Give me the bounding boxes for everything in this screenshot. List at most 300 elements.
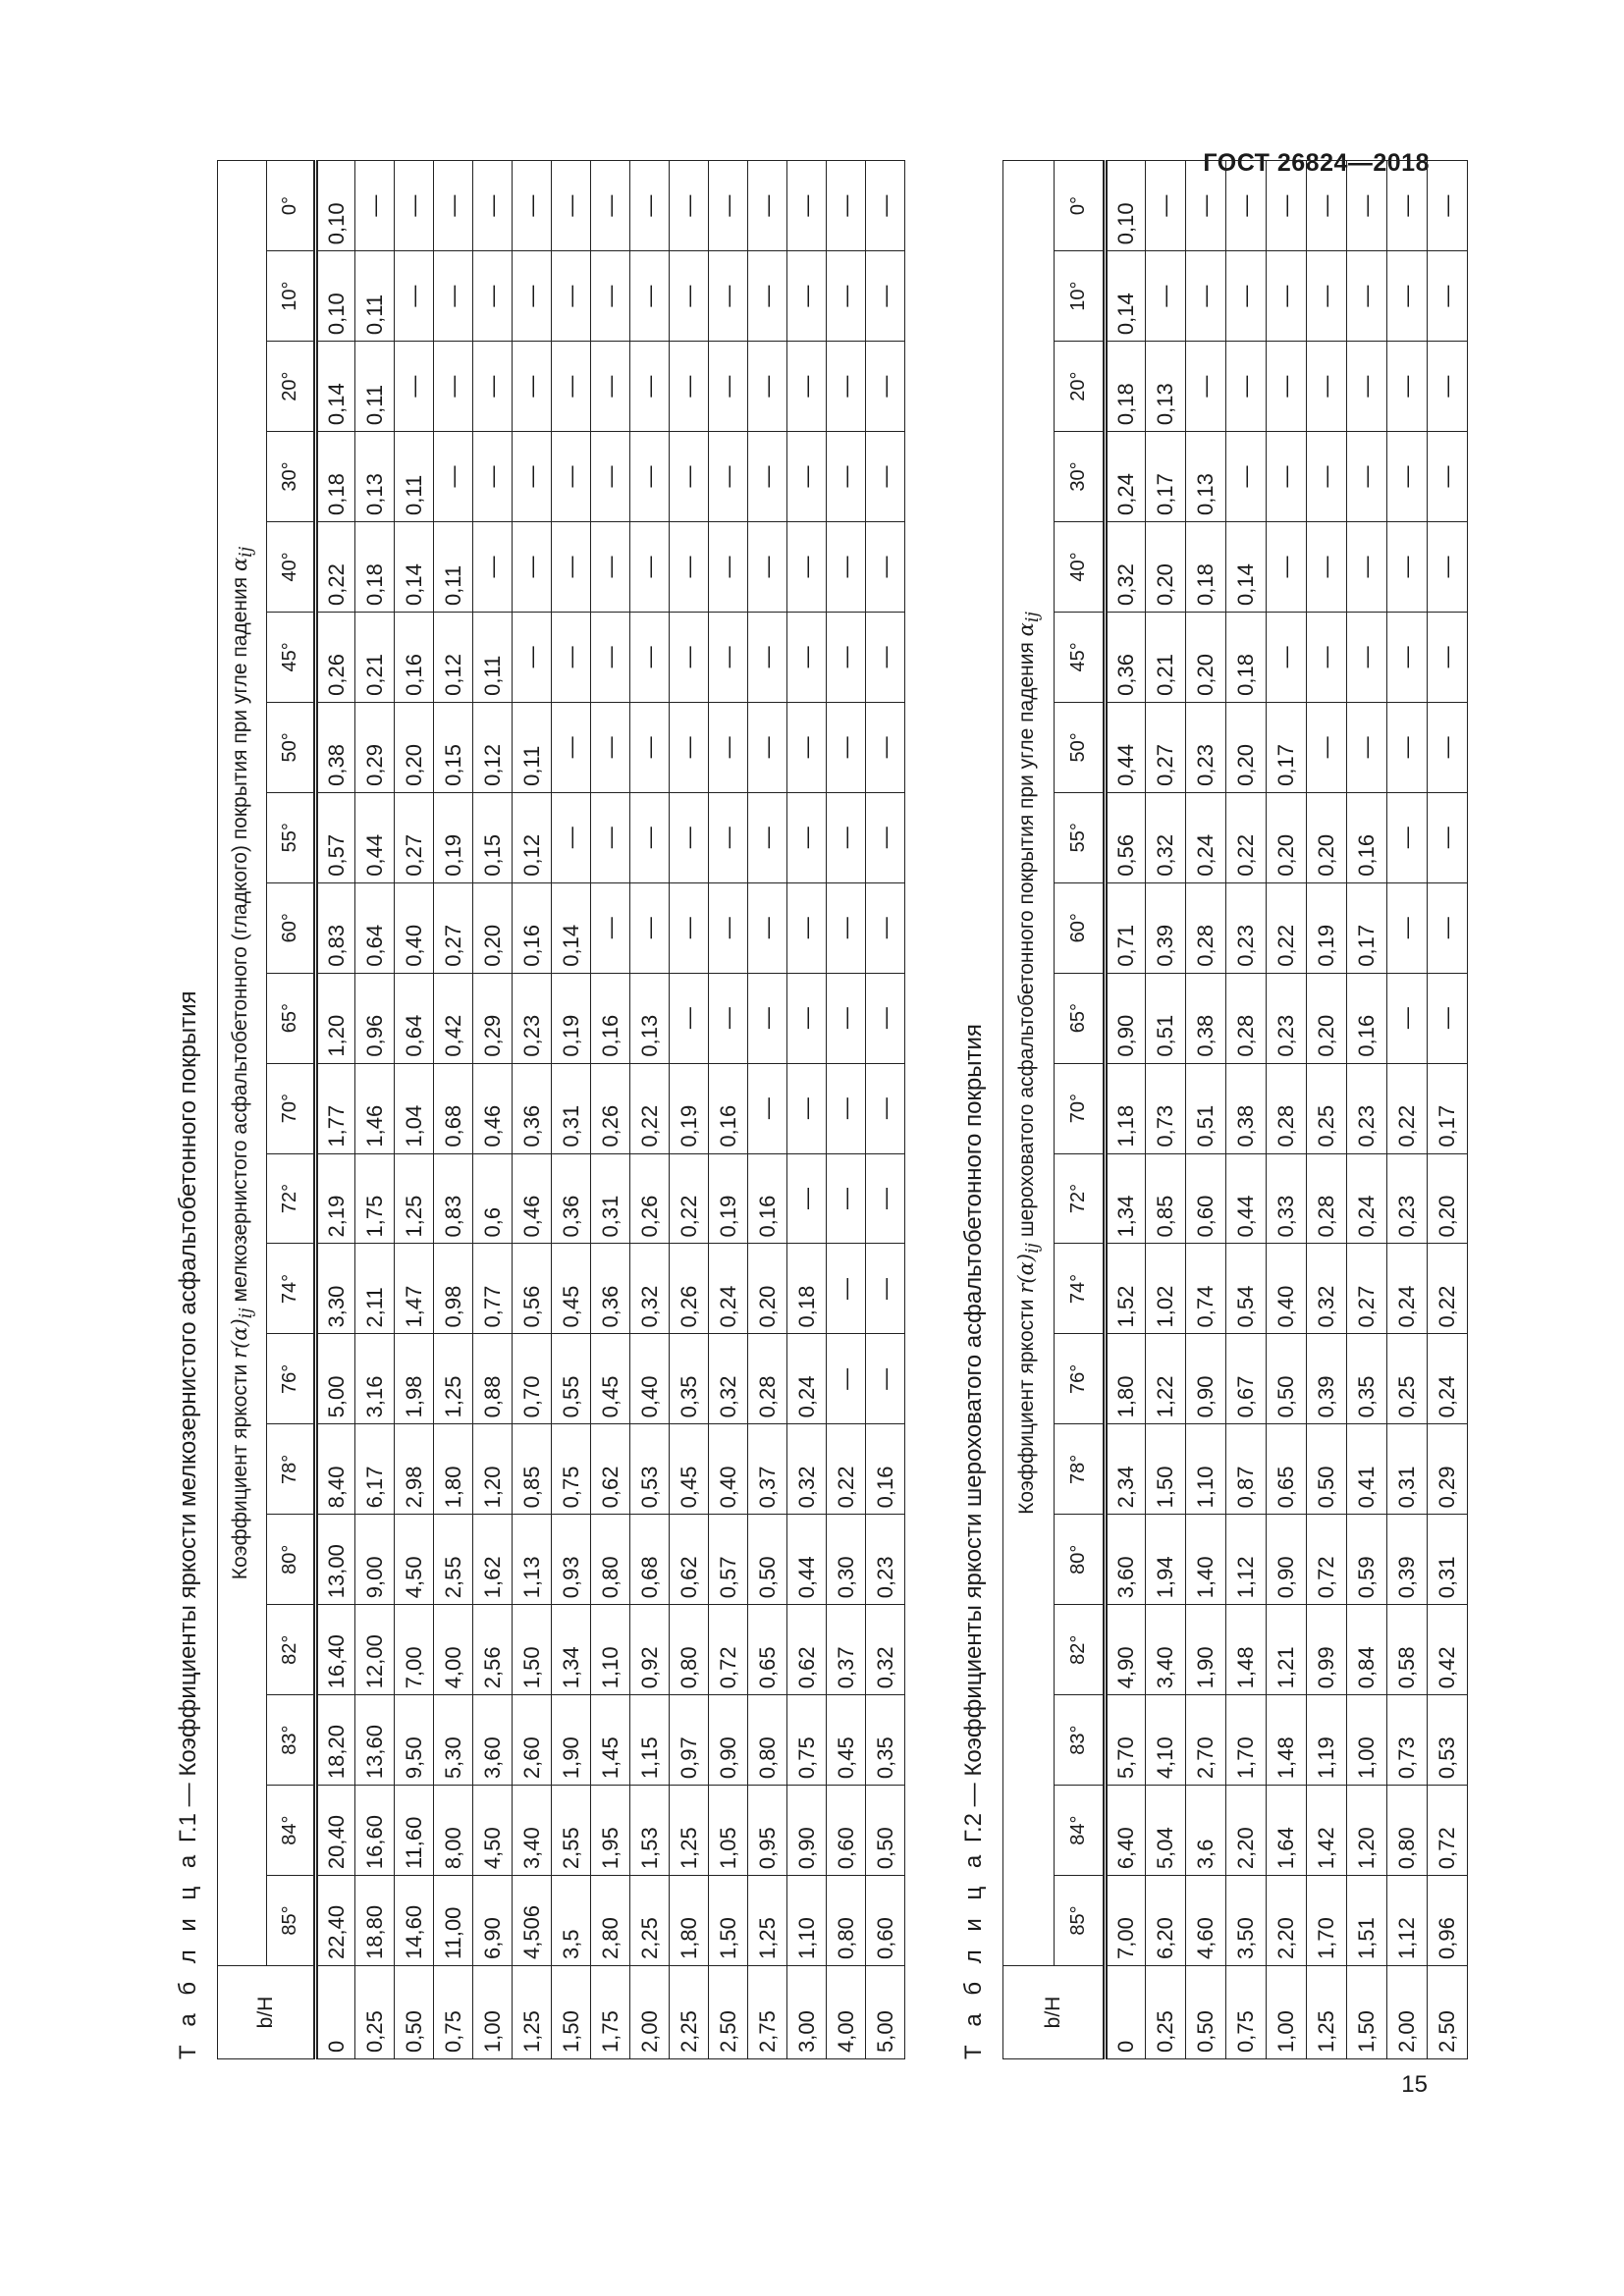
table-cell: — — [670, 792, 709, 882]
table-cell: 2,70 — [1186, 1695, 1226, 1786]
table-cell: 0,42 — [434, 973, 473, 1063]
table-cell: 0,87 — [1226, 1424, 1267, 1515]
table-row — [395, 161, 434, 2059]
angle-header: 65° — [1055, 973, 1106, 1063]
table-cell: — — [748, 432, 787, 522]
table-cell: 22,40 — [316, 1876, 355, 1966]
table-cell: — — [866, 161, 905, 251]
row-param-value: 2,00 — [630, 1966, 670, 2059]
table-cell: 3,60 — [473, 1695, 513, 1786]
table-cell: 0,39 — [1387, 1515, 1428, 1605]
angle-header: 60° — [1055, 882, 1106, 973]
table-cell: 0,65 — [1267, 1424, 1307, 1515]
angle-header: 45° — [1055, 612, 1106, 702]
table-cell: 0,14 — [1226, 522, 1267, 613]
table-cell: — — [787, 1153, 827, 1244]
table-cell: 1,20 — [1347, 1786, 1387, 1876]
table-row — [1307, 161, 1347, 2059]
table-cell: 1,00 — [1347, 1695, 1387, 1786]
table-cell: 0,27 — [395, 792, 434, 882]
table-row — [827, 161, 866, 2059]
table-cell: 0,18 — [1186, 522, 1226, 613]
table-cell: 1,18 — [1106, 1063, 1146, 1153]
table-cell: 0,80 — [827, 1876, 866, 1966]
table-cell: 0,32 — [709, 1334, 748, 1424]
angle-header: 80° — [1055, 1515, 1106, 1605]
table-cell: 6,20 — [1146, 1876, 1186, 1966]
table-cell: 0,62 — [670, 1515, 709, 1605]
table-cell: 1,48 — [1267, 1695, 1307, 1786]
table-cell: 0,23 — [866, 1515, 905, 1605]
table-cell: 1,90 — [552, 1695, 591, 1786]
angle-header: 40° — [1055, 522, 1106, 613]
table-cell: — — [827, 161, 866, 251]
table-cell: 1,12 — [1226, 1515, 1267, 1605]
table-cell: 1,46 — [355, 1063, 395, 1153]
table-cell: 0,36 — [591, 1244, 630, 1334]
table-g2-prefix: Т а б л и ц а — [960, 1848, 987, 2059]
table-cell: — — [748, 792, 787, 882]
table-cell: 0,68 — [630, 1515, 670, 1605]
table-cell: 1,21 — [1267, 1605, 1307, 1695]
table-cell: 0,10 — [316, 161, 355, 251]
table-cell: — — [434, 432, 473, 522]
table-cell: 0,17 — [1428, 1063, 1468, 1153]
table-row — [473, 161, 513, 2059]
table-cell: — — [709, 522, 748, 613]
title-symbol: r(α) — [227, 1318, 251, 1359]
angle-header: 70° — [267, 1063, 316, 1153]
table-cell: — — [827, 1244, 866, 1334]
table-cell: 0,44 — [1106, 702, 1146, 792]
table-cell: — — [434, 161, 473, 251]
table-cell: — — [827, 251, 866, 342]
table-cell: 0,62 — [591, 1424, 630, 1515]
table-cell: 0,44 — [355, 792, 395, 882]
table-row — [552, 161, 591, 2059]
table-cell: — — [1186, 161, 1226, 251]
table-cell: 1,47 — [395, 1244, 434, 1334]
table-cell: 0,55 — [552, 1334, 591, 1424]
table-cell: — — [748, 702, 787, 792]
table-cell: — — [355, 161, 395, 251]
table-cell: 0,19 — [552, 973, 591, 1063]
table-cell: 0,67 — [1226, 1334, 1267, 1424]
table-cell: 0,14 — [1106, 251, 1146, 342]
table-cell: 0,22 — [827, 1424, 866, 1515]
table-cell: 0,31 — [591, 1153, 630, 1244]
table-cell: — — [866, 1063, 905, 1153]
row-param-value: 0,50 — [1186, 1966, 1226, 2059]
table-cell: 0,60 — [827, 1786, 866, 1876]
table-cell: 1,48 — [1226, 1605, 1267, 1695]
table-cell: 0,24 — [787, 1334, 827, 1424]
table-cell: 0,19 — [1307, 882, 1347, 973]
table-cell: 0,40 — [709, 1424, 748, 1515]
table-cell: — — [1347, 612, 1387, 702]
title-pre: Коэффициент яркости — [228, 1358, 251, 1580]
table-cell: 0,21 — [1146, 612, 1186, 702]
table-cell: 0,10 — [316, 251, 355, 342]
angle-header: 83° — [1055, 1695, 1106, 1786]
table-cell: 0,58 — [1387, 1605, 1428, 1695]
table-cell: 0,29 — [355, 702, 395, 792]
angle-header: 70° — [1055, 1063, 1106, 1153]
table-cell: — — [513, 251, 552, 342]
angle-header: 0° — [1055, 161, 1106, 251]
table-cell: 0,21 — [355, 612, 395, 702]
table-cell: 1,70 — [1226, 1695, 1267, 1786]
table-cell: — — [827, 702, 866, 792]
table-cell: — — [1347, 161, 1387, 251]
row-param-value: 0 — [1106, 1966, 1146, 2059]
table-cell: 0,72 — [1307, 1515, 1347, 1605]
table-cell: — — [1267, 432, 1307, 522]
table-cell: — — [827, 973, 866, 1063]
table-cell: 0,44 — [1226, 1153, 1267, 1244]
table-cell: 0,16 — [1347, 973, 1387, 1063]
table-cell: 1,40 — [1186, 1515, 1226, 1605]
table-g2-caption — [946, 160, 1002, 2059]
table-cell: — — [1186, 251, 1226, 342]
table-cell: — — [709, 792, 748, 882]
table-cell: 0,32 — [866, 1605, 905, 1695]
table-cell: 1,75 — [355, 1153, 395, 1244]
angle-header: 72° — [267, 1153, 316, 1244]
title-subscript-2: ij — [237, 546, 257, 558]
table-cell: 0,14 — [316, 342, 355, 432]
table-cell: 1,53 — [630, 1786, 670, 1876]
table-cell: 0,28 — [1307, 1153, 1347, 1244]
table-cell: 0,11 — [355, 342, 395, 432]
table-cell: 0,11 — [473, 612, 513, 702]
table-cell: 0,27 — [1347, 1244, 1387, 1334]
table-cell: — — [709, 973, 748, 1063]
angle-header: 45° — [267, 612, 316, 702]
table-cell: 0,45 — [670, 1424, 709, 1515]
table-cell: 13,60 — [355, 1695, 395, 1786]
table-cell: — — [552, 522, 591, 613]
table-cell: 0,10 — [1106, 161, 1146, 251]
table-cell: 1,80 — [434, 1424, 473, 1515]
table-cell: — — [670, 342, 709, 432]
table-cell: — — [1387, 342, 1428, 432]
table-cell: — — [1347, 251, 1387, 342]
table-cell: 0,26 — [670, 1244, 709, 1334]
table-cell: 3,30 — [316, 1244, 355, 1334]
table-cell: — — [1146, 161, 1186, 251]
table-cell: 0,32 — [1106, 522, 1146, 613]
table-cell: 0,64 — [355, 882, 395, 973]
table-cell: 0,37 — [827, 1605, 866, 1695]
table-cell: 1,10 — [1186, 1424, 1226, 1515]
row-param-value: 1,00 — [473, 1966, 513, 2059]
table-cell: 0,22 — [1428, 1244, 1468, 1334]
table-cell: 1,70 — [1307, 1876, 1347, 1966]
table-cell: 0,44 — [787, 1515, 827, 1605]
table-cell: — — [552, 702, 591, 792]
table-cell: 1,04 — [395, 1063, 434, 1153]
table-cell: — — [670, 882, 709, 973]
table-cell: 0,32 — [1146, 792, 1186, 882]
table-cell: 0,70 — [513, 1334, 552, 1424]
table-cell: 13,00 — [316, 1515, 355, 1605]
title-symbol-2: α — [1013, 622, 1038, 637]
table-cell: 8,00 — [434, 1786, 473, 1876]
table-cell: 0,20 — [1428, 1153, 1468, 1244]
table-cell: 1,22 — [1146, 1334, 1186, 1424]
table-cell: 2,80 — [591, 1876, 630, 1966]
table-cell: — — [395, 342, 434, 432]
table-cell: 1,10 — [591, 1605, 630, 1695]
table-cell: 0,50 — [1307, 1424, 1347, 1515]
table-cell: 0,20 — [1186, 612, 1226, 702]
table-cell: 0,54 — [1226, 1244, 1267, 1334]
table-cell: 4,50 — [395, 1515, 434, 1605]
table-cell: — — [866, 342, 905, 432]
page-number: 15 — [1401, 2071, 1428, 2098]
table-cell: — — [787, 522, 827, 613]
table-cell: 1,05 — [709, 1786, 748, 1876]
angle-header: 83° — [267, 1695, 316, 1786]
title-pre: Коэффициент яркости — [1014, 1293, 1038, 1515]
table-cell: — — [434, 251, 473, 342]
table-cell: — — [630, 792, 670, 882]
table-cell: — — [1226, 161, 1267, 251]
table-cell: 0,38 — [1226, 1063, 1267, 1153]
row-param-value: 1,50 — [552, 1966, 591, 2059]
table-cell: 0,13 — [355, 432, 395, 522]
table-cell: 0,50 — [1267, 1334, 1307, 1424]
table-cell: 0,65 — [748, 1605, 787, 1695]
table-cell: — — [866, 973, 905, 1063]
table-row — [1267, 161, 1307, 2059]
table-cell: — — [670, 612, 709, 702]
table-cell: 0,11 — [434, 522, 473, 613]
table-cell: 2,56 — [473, 1605, 513, 1695]
table-cell: 0,41 — [1347, 1424, 1387, 1515]
table-cell: 0,32 — [787, 1424, 827, 1515]
table-cell: 1,34 — [1106, 1153, 1146, 1244]
table-cell: 0,97 — [670, 1695, 709, 1786]
table-cell: 16,60 — [355, 1786, 395, 1876]
table-cell: — — [552, 342, 591, 432]
table-cell: — — [787, 342, 827, 432]
table-cell: 0,38 — [1186, 973, 1226, 1063]
row-param-value: 0,75 — [434, 1966, 473, 2059]
table-cell: 0,45 — [827, 1695, 866, 1786]
table-cell: — — [709, 432, 748, 522]
table-cell: 0,25 — [1387, 1334, 1428, 1424]
table-cell: — — [591, 251, 630, 342]
table-cell: — — [866, 1334, 905, 1424]
angle-header: 76° — [267, 1334, 316, 1424]
table-cell: 0,85 — [513, 1424, 552, 1515]
table-cell: 0,31 — [552, 1063, 591, 1153]
table-cell: 0,35 — [866, 1695, 905, 1786]
table-cell: 1,50 — [1146, 1424, 1186, 1515]
table-cell: — — [709, 702, 748, 792]
table-cell: — — [1307, 522, 1347, 613]
table-cell: — — [1307, 612, 1347, 702]
table-cell: 0,28 — [1186, 882, 1226, 973]
table-g2-param-header: b/H — [1003, 1966, 1106, 2059]
table-cell: 0,90 — [787, 1786, 827, 1876]
table-cell: 0,26 — [591, 1063, 630, 1153]
table-cell: — — [748, 342, 787, 432]
table-cell: — — [787, 161, 827, 251]
table-cell: 1,52 — [1106, 1244, 1146, 1334]
table-cell: 0,60 — [1186, 1153, 1226, 1244]
row-param-value: 2,00 — [1387, 1966, 1428, 2059]
table-cell: — — [827, 522, 866, 613]
table-cell: — — [1387, 973, 1428, 1063]
row-param-value: 0,25 — [355, 1966, 395, 2059]
title-subscript: ij — [237, 1308, 257, 1319]
table-row — [1387, 161, 1428, 2059]
table-cell: 0,42 — [1428, 1605, 1468, 1695]
table-cell: — — [787, 702, 827, 792]
angle-header: 55° — [267, 792, 316, 882]
table-cell: — — [1226, 432, 1267, 522]
table-cell: 0,23 — [1347, 1063, 1387, 1153]
table-cell: — — [866, 612, 905, 702]
table-cell: 5,04 — [1146, 1786, 1186, 1876]
table-cell: 0,20 — [1267, 792, 1307, 882]
angle-header: 85° — [267, 1876, 316, 1966]
table-cell: — — [552, 792, 591, 882]
angle-header: 50° — [267, 702, 316, 792]
row-param-value: 1,00 — [1267, 1966, 1307, 2059]
table-cell: — — [827, 882, 866, 973]
table-cell: 0,80 — [591, 1515, 630, 1605]
table-cell: — — [787, 432, 827, 522]
table-cell: 1,20 — [316, 973, 355, 1063]
table-cell: 0,26 — [316, 612, 355, 702]
table-cell: — — [1387, 251, 1428, 342]
row-param-value: 0,50 — [395, 1966, 434, 2059]
table-cell: 5,00 — [316, 1334, 355, 1424]
table-cell: 0,72 — [1428, 1786, 1468, 1876]
table-cell: 0,84 — [1347, 1605, 1387, 1695]
angle-header: 10° — [1055, 251, 1106, 342]
table-cell: 0,53 — [630, 1424, 670, 1515]
angle-header: 20° — [267, 342, 316, 432]
row-param-value: 5,00 — [866, 1966, 905, 2059]
table-cell: — — [670, 522, 709, 613]
table-cell: 1,50 — [709, 1876, 748, 1966]
table-cell: 1,51 — [1347, 1876, 1387, 1966]
table-g1 — [217, 160, 905, 2059]
table-cell: 0,40 — [395, 882, 434, 973]
row-param-value: 2,50 — [709, 1966, 748, 2059]
table-cell: — — [1347, 342, 1387, 432]
table-cell: 0,73 — [1146, 1063, 1186, 1153]
table-row — [1106, 161, 1146, 2059]
table-cell: 0,31 — [1428, 1515, 1468, 1605]
table-cell: — — [591, 702, 630, 792]
table-cell: — — [1307, 251, 1347, 342]
table-cell: 1,15 — [630, 1695, 670, 1786]
table-cell: 5,70 — [1106, 1695, 1146, 1786]
angle-header: 30° — [1055, 432, 1106, 522]
table-cell: 1,34 — [552, 1605, 591, 1695]
table-cell: — — [670, 251, 709, 342]
table-cell: 0,80 — [748, 1695, 787, 1786]
table-cell: 6,90 — [473, 1876, 513, 1966]
table-cell: 0,73 — [1387, 1695, 1428, 1786]
table-cell: 0,36 — [1106, 612, 1146, 702]
table-cell: 0,16 — [513, 882, 552, 973]
table-cell: 0,45 — [591, 1334, 630, 1424]
table-cell: 2,98 — [395, 1424, 434, 1515]
table-g1-prefix: Т а б л и ц а — [175, 1848, 201, 2059]
table-cell: — — [630, 342, 670, 432]
table-cell: 0,19 — [709, 1153, 748, 1244]
table-cell: — — [866, 1153, 905, 1244]
table-cell: 0,39 — [1307, 1334, 1347, 1424]
table-cell: 0,22 — [670, 1153, 709, 1244]
table-cell: 6,40 — [1106, 1786, 1146, 1876]
table-row — [630, 161, 670, 2059]
table-cell: — — [1387, 882, 1428, 973]
table-cell: — — [787, 792, 827, 882]
row-param-value: 1,25 — [1307, 1966, 1347, 2059]
table-cell: — — [473, 522, 513, 613]
table-cell: 0,12 — [513, 792, 552, 882]
table-cell: 0,16 — [395, 612, 434, 702]
table-cell: 0,71 — [1106, 882, 1146, 973]
table-cell: 0,29 — [473, 973, 513, 1063]
table-cell: 1,25 — [748, 1876, 787, 1966]
table-cell: 4,60 — [1186, 1876, 1226, 1966]
table-cell: 0,19 — [670, 1063, 709, 1153]
table-cell: 0,18 — [787, 1244, 827, 1334]
table-cell: — — [827, 432, 866, 522]
table-cell: — — [1387, 702, 1428, 792]
table-cell: — — [1307, 702, 1347, 792]
table-cell: 0,57 — [709, 1515, 748, 1605]
table-cell: 0,90 — [1267, 1515, 1307, 1605]
table-cell: 1,77 — [316, 1063, 355, 1153]
table-cell: 0,25 — [1307, 1063, 1347, 1153]
table-row — [670, 161, 709, 2059]
table-cell: 0,74 — [1186, 1244, 1226, 1334]
title-post: мелкозернистого асфальтобетонного (гладкого) покрытия при угле падения — [228, 571, 251, 1308]
table-cell: — — [827, 1334, 866, 1424]
table-cell: — — [1428, 432, 1468, 522]
angle-header: 84° — [1055, 1786, 1106, 1876]
table-cell: — — [670, 973, 709, 1063]
table-cell: — — [670, 161, 709, 251]
table-cell: 0,56 — [513, 1244, 552, 1334]
table-cell: — — [434, 342, 473, 432]
angle-header: 55° — [1055, 792, 1106, 882]
table-cell: 0,23 — [1186, 702, 1226, 792]
table-cell: — — [709, 161, 748, 251]
table-cell: 1,94 — [1146, 1515, 1186, 1605]
table-cell: 0,90 — [709, 1695, 748, 1786]
table-cell: 0,90 — [1106, 973, 1146, 1063]
table-row — [1186, 161, 1226, 2059]
table-cell: 0,24 — [1106, 432, 1146, 522]
table-cell: 0,90 — [1186, 1334, 1226, 1424]
table-cell: — — [1267, 342, 1307, 432]
table-cell: 4,10 — [1146, 1695, 1186, 1786]
table-cell: — — [1347, 432, 1387, 522]
table-cell: 1,80 — [670, 1876, 709, 1966]
table-cell: 0,96 — [355, 973, 395, 1063]
